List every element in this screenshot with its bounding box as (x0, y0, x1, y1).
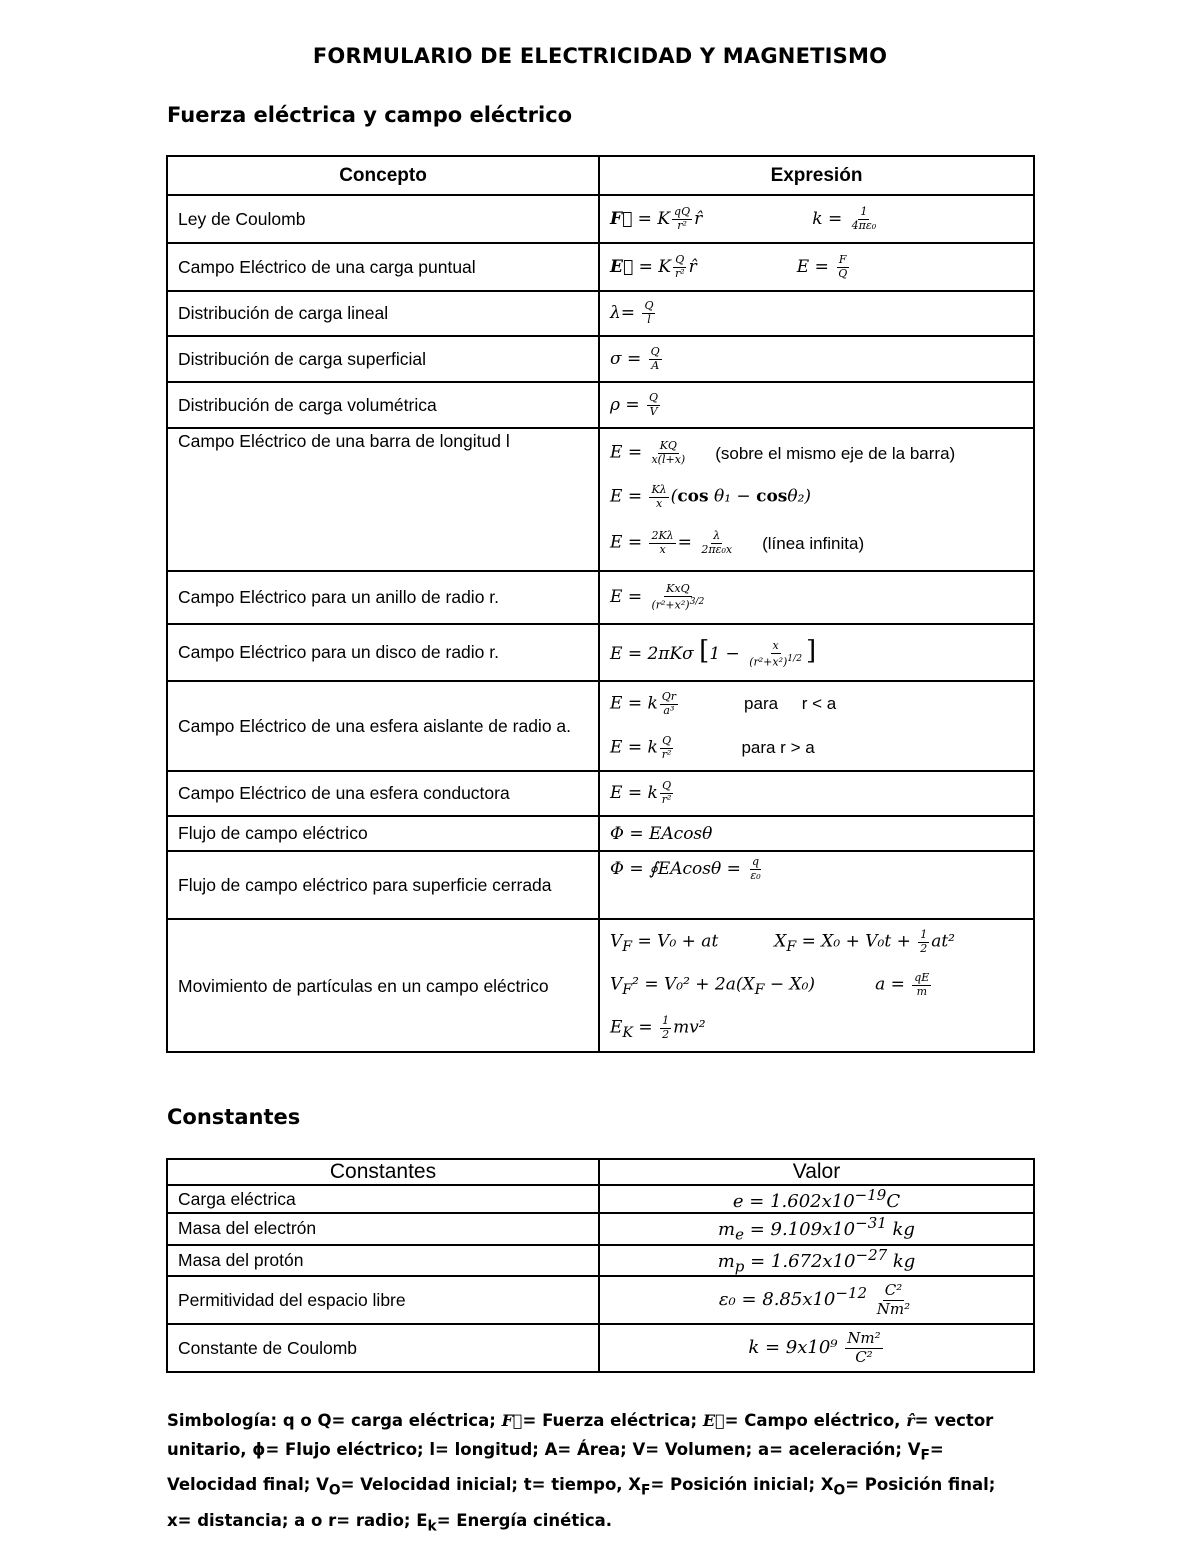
formula: $E_K$ = $\frac{1}{2}$ mv² (610, 1014, 706, 1042)
document-title: FORMULARIO DE ELECTRICIDAD Y MAGNETISMO (312, 44, 888, 68)
symbology-text: = Energía cinética. (436, 1510, 613, 1530)
expression-cell (599, 919, 1034, 1052)
concept-cell: Distribución de carga lineal (167, 291, 599, 336)
table-row (167, 1324, 1034, 1372)
constant-value-cell (599, 1276, 1034, 1324)
concept-cell: Flujo de campo eléctrico (167, 816, 599, 851)
column-header-constantes: Constantes (167, 1159, 599, 1185)
note-outside: para r > a (741, 738, 815, 757)
note-same-axis: (sobre el mismo eje de la barra) (715, 443, 956, 463)
concept-cell: Distribución de carga superficial (167, 336, 599, 382)
formula: $m_e = 9.109x10^{-31}$ kg (718, 1214, 915, 1244)
symbology-text: = Posición final; x= distancia; a o r= radio; E (167, 1475, 996, 1530)
table-row (167, 771, 1034, 816)
table-row (167, 1276, 1034, 1324)
formula: Φ = EAcosθ (610, 824, 713, 844)
formula: σ = $\frac{Q}{A}$ (610, 344, 660, 372)
concept-cell: Campo Eléctrico para un disco de radio r. (167, 624, 599, 681)
constant-name-cell: Masa del protón (167, 1245, 599, 1277)
constant-name-cell: Permitividad del espacio libre (167, 1276, 599, 1324)
table-row (167, 919, 1034, 1052)
column-header-valor: Valor (599, 1159, 1034, 1185)
table-row (167, 624, 1034, 681)
symbology-label: Simbología: (167, 1411, 278, 1430)
table-row (167, 1185, 1034, 1213)
section-heading-electric-force: Fuerza eléctrica y campo eléctrico (167, 103, 573, 127)
table-row (167, 382, 1034, 428)
expression-cell (599, 816, 1034, 851)
column-header-expresion: Expresión (599, 156, 1034, 195)
subscript: O (328, 1482, 341, 1499)
table-row (167, 1245, 1034, 1277)
table-row (167, 1213, 1034, 1245)
concept-cell: Campo Eléctrico de una esfera aislante de radio a. (167, 681, 599, 771)
formula: F⃗ = K $\frac{qQ}{\text{r²}}$ r̂ k = $\frac{1}{\text{4πε₀}}$ (610, 204, 877, 232)
concept-cell: Campo Eléctrico de una carga puntual (167, 243, 599, 291)
symbology-text: = Fuerza eléctrica; (522, 1411, 703, 1430)
formula: E = $\frac{KQ}{x(l+x)}$ (610, 439, 686, 466)
formula: E = k $\frac{Q}{\text{r²}}$ (610, 779, 672, 806)
formula: $m_p = 1.672x10^{-27}$ kg (717, 1245, 916, 1276)
constant-value-cell (599, 1324, 1034, 1372)
formula: k = 9x10⁹ $\frac{\text{Nm²}}{\text{C²}}$ (748, 1329, 881, 1366)
expression-cell (599, 382, 1034, 428)
formula: E = 2πKσ [1 − $\frac{x}{(r^2+x^2)^{1/2}}$ ] (610, 636, 817, 669)
formula: $e = 1.602x10^{-19}C$ (732, 1186, 901, 1212)
formula: $V_F = V_0$ + at $X_F = X_0 + V_0t$ + $\frac{1}{2}$ at² (610, 928, 956, 956)
table-header-row (167, 1159, 1034, 1185)
table-row (167, 336, 1034, 382)
field-vector-symbol: E⃗ (702, 1411, 725, 1430)
expression-cell (599, 571, 1034, 624)
constant-value-cell (599, 1213, 1034, 1245)
expression-cell (599, 624, 1034, 681)
symbology-paragraph (167, 1406, 1017, 1541)
formula: $\varepsilon_0 = 8.85x10^{-12}$ $\frac{\text{C²}}{\text{Nm²}}$ (718, 1281, 911, 1318)
concept-cell: Flujo de campo eléctrico para superficie cerrada (167, 851, 599, 919)
expression-cell (599, 195, 1034, 243)
formula: E = $\frac{2K\lambda}{x}$ = $\frac{\lambda}{\text{2πε₀x}}$ (610, 529, 733, 556)
subscript: F (641, 1482, 651, 1499)
unit-vector-symbol: r̂ (906, 1411, 915, 1430)
table-row (167, 291, 1034, 336)
symbology-text: = vector unitario, ϕ= Flujo eléctrico; l= longitud; A= Área; V= Volumen; a= aceleración; V (167, 1411, 994, 1459)
table-row (167, 195, 1034, 243)
formula: E = $\frac{K\lambda}{x}$ (cos θ₁ − cosθ₂) (610, 483, 812, 510)
expression-cell (599, 291, 1034, 336)
column-header-concepto: Concepto (167, 156, 599, 195)
constants-table (166, 1158, 1035, 1373)
concept-cell: Ley de Coulomb (167, 195, 599, 243)
concept-cell: Campo Eléctrico de una barra de longitud l (167, 428, 599, 571)
constant-name-cell: Carga eléctrica (167, 1185, 599, 1213)
expression-cell (599, 243, 1034, 291)
note-inside: para r < a (744, 694, 837, 713)
table-row (167, 816, 1034, 851)
note-infinite-line: (línea infinita) (762, 533, 865, 553)
formula: λ= $\frac{Q}{l}$ (610, 299, 654, 326)
formulas-table (166, 155, 1035, 1053)
constant-value-cell (599, 1245, 1034, 1277)
table-row (167, 681, 1034, 771)
formula: $V_F^2 = V_0^2 + 2a(X_F - X_0) a$ = $\frac{qE}{m}$ (610, 971, 930, 999)
symbology-text: = Posición inicial; X (650, 1475, 834, 1495)
concept-cell: Campo Eléctrico de una esfera conductora (167, 771, 599, 816)
symbology-text: q o Q= carga eléctrica; (277, 1411, 502, 1430)
expression-cell (599, 771, 1034, 816)
constant-name-cell: Masa del electrón (167, 1213, 599, 1245)
formula: E = k $\frac{Qr}{\text{a³}}$ (610, 689, 677, 717)
symbology-text: = Campo eléctrico, (724, 1411, 907, 1430)
concept-cell: Campo Eléctrico para un anillo de radio r. (167, 571, 599, 624)
concept-cell: Distribución de carga volumétrica (167, 382, 599, 428)
expression-cell (599, 428, 1034, 571)
table-row (167, 571, 1034, 624)
formula: E⃗ = K $\frac{Q}{\text{r²}}$ r̂ E = $\frac{F}{Q}$ (610, 252, 848, 280)
table-row (167, 428, 1034, 571)
expression-cell (599, 681, 1034, 771)
subscript: k (427, 1517, 437, 1534)
table-header-row (167, 156, 1034, 195)
concept-cell: Movimiento de partículas en un campo eléctrico (167, 919, 599, 1052)
expression-cell (599, 336, 1034, 382)
symbology-text: = Velocidad inicial; t= tiempo, X (340, 1475, 642, 1495)
force-vector-symbol: F⃗ (501, 1411, 523, 1430)
table-row (167, 243, 1034, 291)
table-row (167, 851, 1034, 919)
section-heading-constants: Constantes (167, 1105, 301, 1129)
expression-cell (599, 851, 1034, 919)
subscript: O (833, 1482, 846, 1499)
formula: E = $\frac{\text{KxQ}}{(r^2+x^2)^{3/2}}$ (610, 582, 705, 612)
symbology-text: = Velocidad final; V (167, 1440, 944, 1495)
formula: ρ = $\frac{Q}{V}$ (610, 390, 659, 418)
subscript: F (920, 1447, 930, 1464)
constant-name-cell: Constante de Coulomb (167, 1324, 599, 1372)
formula: Φ = ∮EAcosθ = $\frac{q}{\text{ε₀}}$ (610, 855, 761, 882)
constant-value-cell (599, 1185, 1034, 1213)
formula: E = k $\frac{Q}{\text{r²}}$ (610, 733, 672, 761)
